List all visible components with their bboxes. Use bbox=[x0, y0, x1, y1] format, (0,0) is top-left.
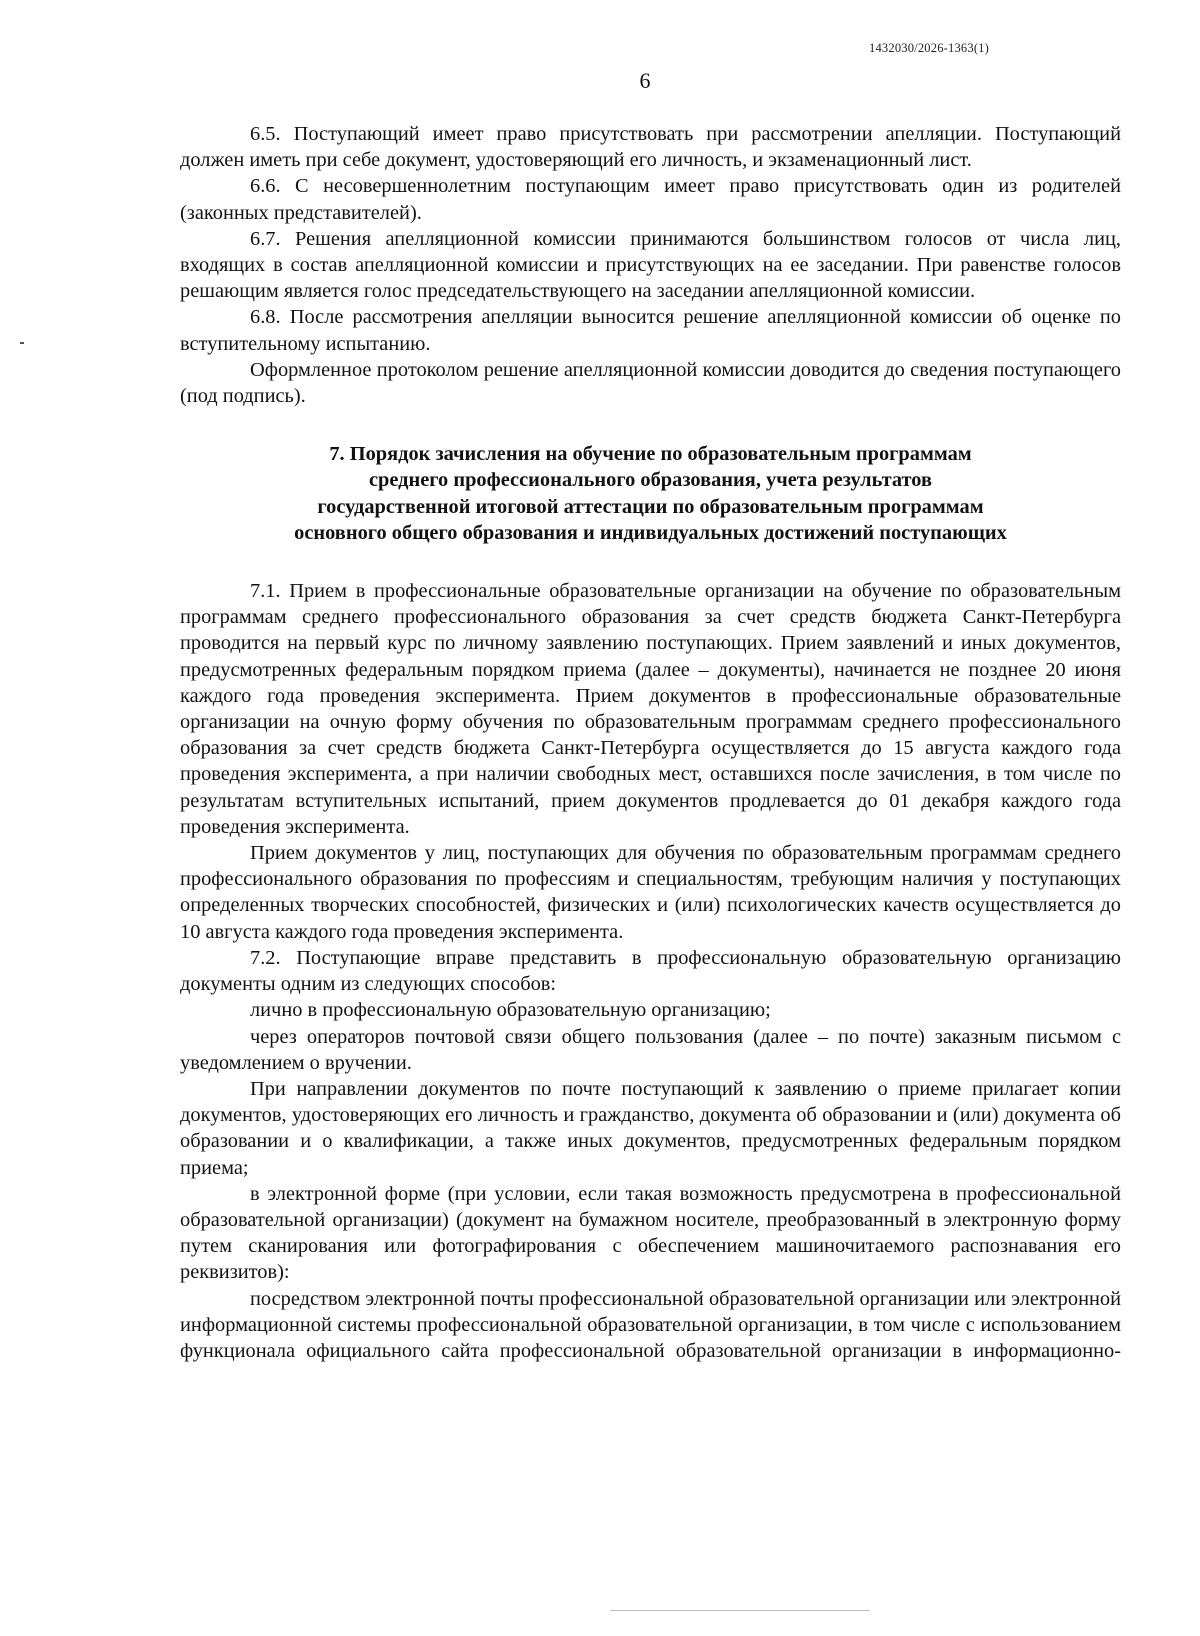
paragraph-post-attachments: При направлении документов по почте поступающий к заявлению о приеме прилагает копии документов, удостоверяющих его личность и гражданство, документа об образовании и (или) документа об образовании и о квалификации, а также иных документов, предусмотренных федеральным порядком приема; bbox=[180, 1077, 1121, 1179]
paragraph-7-1: 7.1. Прием в профессиональные образовательные организации на обучение по образовательным программам среднего профессионального образования за счет средств бюджета Санкт-Петербурга проводится на первый курс по личному заявлению поступающих. Прием заявлений и иных документов, предусмотренных федеральным порядком приема (далее – документы), начинается не позднее 20 июня каждого года проведения эксперимента. Прием документов в профессиональные образовательные организации на очную форму обучения по образовательным программам среднего профессионального образования за счет средств бюджета Санкт-Петербурга осуществляется до 15 августа каждого года проведения эксперимента, а при наличии свободных мест, оставшихся после зачисления, в том числе по результатам вступительных испытаний, прием документов продлевается до 01 декабря каждого года проведения эксперимента. bbox=[180, 580, 1121, 838]
scan-artifact bbox=[20, 342, 24, 344]
section-7-heading bbox=[180, 441, 1121, 546]
paragraph-6-7: 6.7. Решения апелляционной комиссии принимаются большинством голосов от числа лиц, входящих в состав апелляционной комиссии и присутствующих на ее заседании. При равенстве голосов решающим является голос председательствующего на заседании апелляционной комиссии. bbox=[180, 227, 1121, 303]
paragraph-in-person: лично в профессиональную образовательную организацию; bbox=[250, 999, 771, 1022]
paragraph-7-2: 7.2. Поступающие вправе представить в профессиональную образовательную организацию документы одним из следующих способов: bbox=[180, 946, 1121, 996]
paragraph-6-8-protocol: Оформленное протоколом решение апелляционной комиссии доводится до сведения поступающего (под подпись). bbox=[180, 358, 1121, 408]
paragraph-6-5: 6.5. Поступающий имеет право присутствовать при рассмотрении апелляции. Поступающий должен иметь при себе документ, удостоверяющий его личность, и экзаменационный лист. bbox=[180, 123, 1121, 172]
document-id: 1432030/2026-1363(1) bbox=[869, 41, 989, 55]
paragraph-by-post: через операторов почтовой связи общего пользования (далее – по почте) заказным письмом с уведомлением о вручении. bbox=[180, 1025, 1121, 1074]
heading-line: основного общего образования и индивидуальных достижений поступающих bbox=[294, 521, 1007, 544]
footer-rule bbox=[610, 1610, 870, 1611]
heading-line: 7. Порядок зачисления на обучение по образовательным программам bbox=[329, 443, 972, 466]
paragraph-email: посредством электронной почты профессиональной образовательной организации или электронной информационной системы профессиональной образовательной организации, в том числе с использованием функционала официального сайта профессиональной образовательной организации в информационно- bbox=[180, 1287, 1121, 1362]
page-number: 6 bbox=[639, 68, 651, 93]
paragraph-6-8: 6.8. После рассмотрения апелляции выносится решение апелляционной комиссии об оценке по вступительному испытанию. bbox=[180, 306, 1121, 355]
document-body bbox=[180, 121, 1121, 1364]
heading-line: среднего профессионального образования, учета результатов bbox=[369, 469, 932, 492]
paragraph-6-6: 6.6. С несовершеннолетним поступающим имеет право присутствовать один из родителей (законных представителей). bbox=[180, 175, 1121, 224]
heading-line: государственной итоговой аттестации по образовательным программам bbox=[317, 495, 984, 518]
paragraph-electronic-form: в электронной форме (при условии, если такая возможность предусмотрена в профессиональной образовательной организации) (документ на бумажном носителе, преобразованный в электронную форму путем сканирования или фотографирования с обеспечением машиночитаемого распознавания его реквизитов): bbox=[180, 1182, 1121, 1284]
paragraph-7-1-deadline: Прием документов у лиц, поступающих для обучения по образовательным программам среднего профессионального образования по профессиям и специальностям, требующим наличия у поступающих определенных творческих способностей, физических и (или) психологических качеств осуществляется до 10 августа каждого года проведения эксперимента. bbox=[180, 842, 1121, 943]
